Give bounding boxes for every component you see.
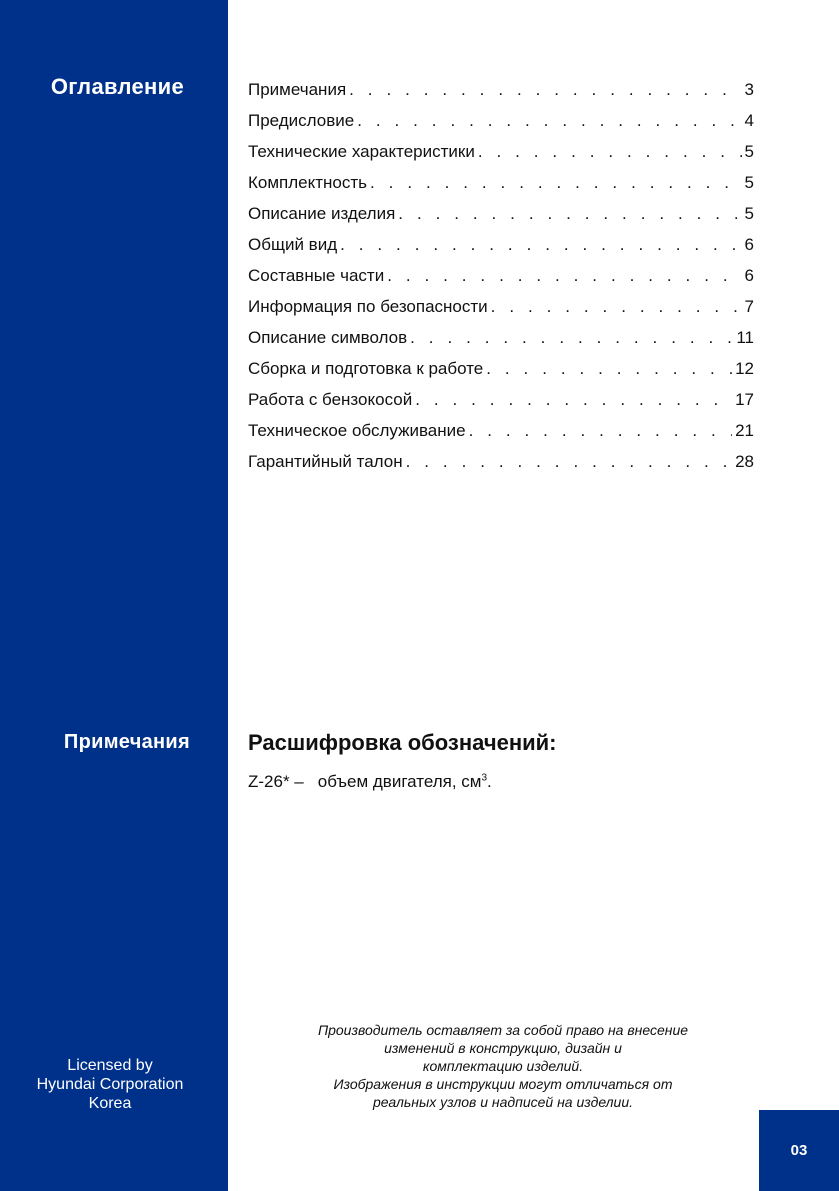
toc-entry[interactable] (248, 235, 754, 266)
decode-line (248, 772, 492, 792)
toc-entry[interactable] (248, 266, 754, 297)
toc-leader-dots (478, 142, 742, 162)
toc-entry-page: 6 (744, 266, 754, 285)
toc-entry[interactable] (248, 80, 754, 111)
toc-leader-dots (340, 235, 741, 255)
toc-entry-title: Описание изделия (248, 204, 396, 223)
notes-heading: Примечания (63, 731, 190, 753)
toc-entry-page: 6 (744, 235, 754, 254)
toc-entry[interactable] (248, 297, 754, 328)
toc-leader-dots (410, 328, 733, 348)
toc-leader-dots (387, 266, 741, 286)
toc-entry-title: Примечания (248, 80, 347, 99)
sidebar (0, 0, 228, 1191)
model-code-description: объем двигателя, см (317, 772, 482, 791)
toc-entry-page: 5 (744, 173, 754, 192)
toc-entry-title: Сборка и подготовка к работе (248, 359, 484, 378)
unit-superscript: 3 (481, 772, 488, 784)
toc-entry-page: 12 (735, 359, 754, 378)
toc-leader-dots (370, 173, 742, 193)
toc-entry[interactable] (248, 359, 754, 390)
toc-entry[interactable] (248, 390, 754, 421)
toc-entry-page: 17 (735, 390, 754, 409)
toc-entry-title: Описание символов (248, 328, 408, 347)
toc-entry-title: Работа с бензокосой (248, 390, 413, 409)
decode-title: Расшифровка обозначений: (248, 730, 557, 755)
table-of-contents (248, 80, 754, 483)
license-line: Korea (88, 1095, 132, 1112)
toc-leader-dots (349, 80, 741, 100)
toc-entry[interactable] (248, 142, 754, 173)
page-number: 03 (790, 1142, 808, 1159)
disclaimer-line: комплектацию изделий. (422, 1058, 584, 1074)
disclaimer-line: Изображения в инструкции могут отличаться от (333, 1076, 673, 1092)
disclaimer (270, 1021, 736, 1111)
toc-entry[interactable] (248, 204, 754, 235)
toc-entry-title: Технические характеристики (248, 142, 475, 161)
license-note (0, 1056, 220, 1113)
toc-leader-dots (398, 204, 741, 224)
toc-entry-page: 7 (744, 297, 754, 316)
toc-entry-title: Информация по безопасности (248, 297, 488, 316)
toc-leader-dots (406, 452, 732, 472)
toc-entry[interactable] (248, 421, 754, 452)
toc-leader-dots (357, 111, 741, 131)
toc-heading: Оглавление (50, 74, 184, 99)
model-code: Z-26* – (248, 772, 304, 791)
toc-leader-dots (415, 390, 732, 410)
toc-leader-dots (469, 421, 732, 441)
toc-leader-dots (491, 297, 742, 317)
description-suffix: . (487, 772, 492, 791)
toc-entry-title: Гарантийный талон (248, 452, 403, 471)
toc-entry[interactable] (248, 328, 754, 359)
toc-entry-title: Общий вид (248, 235, 338, 254)
toc-entry[interactable] (248, 452, 754, 483)
toc-entry-title: Техническое обслуживание (248, 421, 466, 440)
disclaimer-line: реальных узлов и надписей на изделии. (372, 1094, 634, 1110)
toc-entry-page: 4 (744, 111, 754, 130)
toc-entry-page: 5 (744, 204, 754, 223)
toc-entry-page: 28 (735, 452, 754, 471)
toc-entry[interactable] (248, 111, 754, 142)
disclaimer-line: изменений в конструкцию, дизайн и (384, 1040, 622, 1056)
toc-entry-page: 21 (735, 421, 754, 440)
license-line: Hyundai Corporation (36, 1076, 184, 1093)
license-line: Licensed by (67, 1057, 153, 1074)
toc-leader-dots (486, 359, 732, 379)
toc-entry-page: 5 (744, 142, 754, 161)
toc-entry-title: Предисловие (248, 111, 355, 130)
toc-entry-title: Составные части (248, 266, 385, 285)
toc-entry[interactable] (248, 173, 754, 204)
toc-entry-page: 11 (736, 328, 754, 347)
disclaimer-line: Производитель оставляет за собой право на внесение (317, 1022, 689, 1038)
toc-entry-page: 3 (744, 80, 754, 99)
toc-entry-title: Комплектность (248, 173, 368, 192)
page-number-badge (759, 1110, 839, 1191)
